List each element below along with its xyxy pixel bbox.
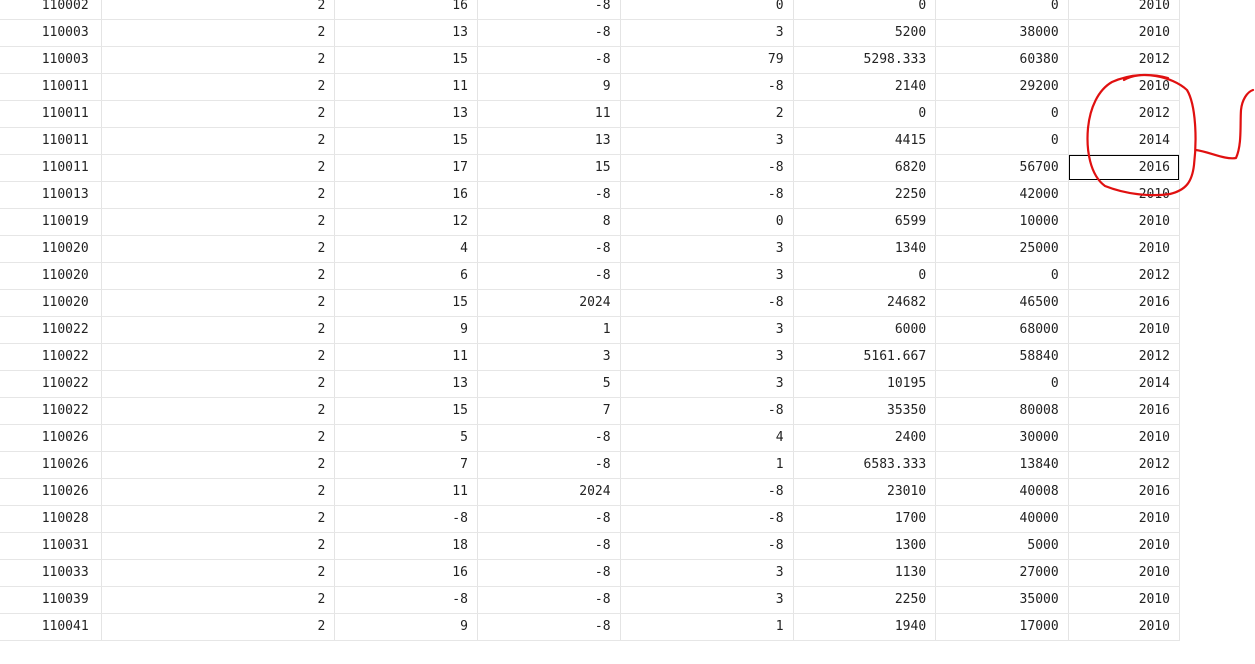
table-row (0, 262, 1180, 289)
table-cell[interactable]: 2010 (1068, 19, 1179, 46)
table-cell[interactable]: -8 (620, 532, 793, 559)
table-row (0, 0, 1180, 19)
table-cell[interactable]: 2 (101, 613, 335, 640)
table-row (0, 505, 1180, 532)
table-cell[interactable]: 3 (477, 343, 620, 370)
table-cell[interactable]: 13 (477, 127, 620, 154)
table-cell[interactable]: 2 (101, 0, 335, 19)
table-cell[interactable]: 15 (335, 46, 478, 73)
table-cell[interactable]: -8 (620, 505, 793, 532)
table-cell[interactable]: 5200 (793, 19, 936, 46)
table-row (0, 397, 1180, 424)
table-cell[interactable]: 2250 (793, 586, 936, 613)
table-cell[interactable]: -8 (477, 235, 620, 262)
table-cell[interactable]: 68000 (936, 316, 1069, 343)
table-cell[interactable]: 8 (477, 208, 620, 235)
table-cell[interactable]: 38000 (936, 19, 1069, 46)
table-cell[interactable]: -8 (477, 19, 620, 46)
table-cell[interactable]: 9 (335, 316, 478, 343)
table-cell[interactable]: 1700 (793, 505, 936, 532)
table-cell[interactable]: 2010 (1068, 424, 1179, 451)
table-cell[interactable]: 2 (101, 289, 335, 316)
table-cell[interactable]: 60380 (936, 46, 1069, 73)
table-cell[interactable]: 46500 (936, 289, 1069, 316)
table-cell[interactable]: 25000 (936, 235, 1069, 262)
table-cell[interactable]: 23010 (793, 478, 936, 505)
table-cell[interactable]: -8 (620, 289, 793, 316)
table-cell[interactable]: 16 (335, 181, 478, 208)
table-cell[interactable]: 2 (101, 19, 335, 46)
table-cell[interactable]: 2 (101, 559, 335, 586)
table-cell[interactable]: 2 (101, 316, 335, 343)
table-cell[interactable]: 13 (335, 100, 478, 127)
table-cell[interactable]: 2010 (1068, 73, 1179, 100)
table-cell[interactable]: 6000 (793, 316, 936, 343)
table-cell[interactable]: -8 (620, 478, 793, 505)
table-cell[interactable]: 35000 (936, 586, 1069, 613)
table-cell[interactable]: -8 (620, 154, 793, 181)
table-cell[interactable]: 5 (335, 424, 478, 451)
table-cell[interactable]: 10195 (793, 370, 936, 397)
table-cell[interactable]: -8 (477, 586, 620, 613)
table-cell[interactable]: 2 (101, 127, 335, 154)
table-cell[interactable]: 12 (335, 208, 478, 235)
table-cell[interactable]: 110026 (0, 478, 101, 505)
table-cell[interactable]: 58840 (936, 343, 1069, 370)
table-cell[interactable]: 110020 (0, 235, 101, 262)
table-cell[interactable]: 18 (335, 532, 478, 559)
table-cell[interactable]: 2012 (1068, 262, 1179, 289)
table-cell[interactable]: 6 (335, 262, 478, 289)
table-cell[interactable]: 3 (620, 316, 793, 343)
table-cell[interactable]: 0 (936, 100, 1069, 127)
table-cell[interactable]: 2400 (793, 424, 936, 451)
table-cell[interactable]: 13 (335, 19, 478, 46)
table-cell[interactable]: 0 (936, 127, 1069, 154)
table-cell[interactable]: 2 (101, 235, 335, 262)
table-cell[interactable]: 2010 (1068, 505, 1179, 532)
table-cell[interactable]: 15 (477, 154, 620, 181)
table-row (0, 586, 1180, 613)
table-cell[interactable]: 15 (335, 397, 478, 424)
table-cell[interactable]: -8 (477, 613, 620, 640)
table-cell[interactable]: 5000 (936, 532, 1069, 559)
table-cell[interactable]: 11 (335, 343, 478, 370)
table-cell[interactable]: 2010 (1068, 181, 1179, 208)
table-cell[interactable]: 2010 (1068, 532, 1179, 559)
table-row (0, 370, 1180, 397)
table-cell[interactable]: 2 (101, 586, 335, 613)
table-cell[interactable]: 16 (335, 559, 478, 586)
table-row (0, 100, 1180, 127)
table-cell[interactable]: 2 (101, 262, 335, 289)
table-cell[interactable]: 2250 (793, 181, 936, 208)
table-cell[interactable]: 11 (477, 100, 620, 127)
table-cell[interactable]: 110003 (0, 19, 101, 46)
table-cell[interactable]: 40000 (936, 505, 1069, 532)
table-cell[interactable]: 0 (620, 0, 793, 19)
table-cell[interactable]: 3 (620, 19, 793, 46)
table-cell[interactable]: 16 (335, 0, 478, 19)
table-cell[interactable]: -8 (620, 181, 793, 208)
table-cell[interactable]: 2 (101, 505, 335, 532)
table-cell[interactable]: 2010 (1068, 586, 1179, 613)
table-cell[interactable]: 3 (620, 235, 793, 262)
table-cell[interactable]: -8 (620, 73, 793, 100)
table-row (0, 613, 1180, 640)
table-cell[interactable]: 1 (477, 316, 620, 343)
table-cell[interactable]: -8 (335, 505, 478, 532)
table-cell[interactable]: 40008 (936, 478, 1069, 505)
table-cell[interactable]: 2016 (1068, 478, 1179, 505)
table-cell[interactable]: 110011 (0, 100, 101, 127)
table-cell[interactable]: 110022 (0, 316, 101, 343)
table-cell[interactable]: 2 (101, 100, 335, 127)
table-cell[interactable]: 2 (101, 343, 335, 370)
table-cell[interactable]: 29200 (936, 73, 1069, 100)
table-cell[interactable]: 2010 (1068, 316, 1179, 343)
table-cell[interactable]: -8 (477, 559, 620, 586)
table-cell[interactable]: 2 (101, 154, 335, 181)
table-cell[interactable]: 24682 (793, 289, 936, 316)
table-cell[interactable]: 2 (101, 46, 335, 73)
table-cell[interactable]: 2010 (1068, 613, 1179, 640)
table-cell[interactable]: 2010 (1068, 0, 1179, 19)
table-cell[interactable]: 2 (101, 424, 335, 451)
table-cell[interactable]: 5298.333 (793, 46, 936, 73)
table-cell[interactable]: 35350 (793, 397, 936, 424)
table-cell[interactable]: 110020 (0, 289, 101, 316)
table-cell[interactable]: 2 (101, 532, 335, 559)
table-cell[interactable]: 1340 (793, 235, 936, 262)
table-cell[interactable]: 110022 (0, 397, 101, 424)
table-cell[interactable]: 2 (101, 208, 335, 235)
table-cell[interactable]: -8 (620, 397, 793, 424)
table-row (0, 208, 1180, 235)
table-cell[interactable]: 110031 (0, 532, 101, 559)
table-row (0, 424, 1180, 451)
table-cell[interactable]: 1 (620, 613, 793, 640)
table-cell[interactable]: 110003 (0, 46, 101, 73)
table-row (0, 19, 1180, 46)
table-cell[interactable]: 110020 (0, 262, 101, 289)
table-row (0, 289, 1180, 316)
table-row (0, 451, 1180, 478)
table-cell[interactable]: 9 (477, 73, 620, 100)
table-cell[interactable]: 0 (936, 0, 1069, 19)
table-cell[interactable]: 3 (620, 127, 793, 154)
table-cell[interactable]: 110013 (0, 181, 101, 208)
table-cell[interactable]: 2024 (477, 478, 620, 505)
table-row (0, 154, 1180, 181)
table-cell[interactable]: -8 (477, 0, 620, 19)
table-cell[interactable]: 0 (793, 0, 936, 19)
table-cell[interactable]: -8 (477, 424, 620, 451)
table-cell[interactable]: 2012 (1068, 343, 1179, 370)
table-cell[interactable]: 79 (620, 46, 793, 73)
table-cell[interactable]: 3 (620, 559, 793, 586)
table-cell[interactable]: 2010 (1068, 235, 1179, 262)
table-cell[interactable]: 2012 (1068, 100, 1179, 127)
table-cell[interactable]: 6599 (793, 208, 936, 235)
table-cell[interactable]: 7 (477, 397, 620, 424)
table-cell[interactable]: 17000 (936, 613, 1069, 640)
table-cell[interactable]: 2140 (793, 73, 936, 100)
table-cell[interactable]: 1300 (793, 532, 936, 559)
table-cell[interactable]: 42000 (936, 181, 1069, 208)
table-cell[interactable]: 1 (620, 451, 793, 478)
table-cell[interactable]: 110041 (0, 613, 101, 640)
table-cell[interactable]: 2 (101, 73, 335, 100)
table-cell[interactable]: 27000 (936, 559, 1069, 586)
table-cell[interactable]: -8 (477, 505, 620, 532)
table-cell[interactable]: -8 (477, 451, 620, 478)
table-cell[interactable]: 3 (620, 370, 793, 397)
table-cell[interactable]: 2 (101, 478, 335, 505)
table-cell[interactable]: 2012 (1068, 46, 1179, 73)
table-cell[interactable]: 0 (936, 262, 1069, 289)
table-row (0, 127, 1180, 154)
table-row (0, 316, 1180, 343)
table-cell[interactable]: 13 (335, 370, 478, 397)
table-row (0, 235, 1180, 262)
table-cell[interactable]: 2016 (1068, 397, 1179, 424)
table-cell[interactable]: 2 (101, 451, 335, 478)
table-cell[interactable]: 10000 (936, 208, 1069, 235)
table-cell[interactable]: 2016 (1068, 289, 1179, 316)
table-cell[interactable]: 30000 (936, 424, 1069, 451)
table-cell[interactable]: 13840 (936, 451, 1069, 478)
table-cell[interactable]: 3 (620, 262, 793, 289)
table-row (0, 46, 1180, 73)
table-cell[interactable]: 2024 (477, 289, 620, 316)
table-cell[interactable]: 3 (620, 343, 793, 370)
selected-cell[interactable]: 2016 (1068, 154, 1179, 181)
table-cell[interactable]: -8 (477, 262, 620, 289)
table-cell[interactable]: 6820 (793, 154, 936, 181)
table-row (0, 478, 1180, 505)
table-cell[interactable]: -8 (477, 532, 620, 559)
table-cell[interactable]: 2 (101, 397, 335, 424)
table-cell[interactable]: 0 (793, 262, 936, 289)
table-cell[interactable]: 0 (620, 208, 793, 235)
table-row (0, 559, 1180, 586)
table-cell[interactable]: 110026 (0, 424, 101, 451)
table-cell[interactable]: 3 (620, 586, 793, 613)
table-cell[interactable]: 2014 (1068, 370, 1179, 397)
table-cell[interactable]: 2012 (1068, 451, 1179, 478)
table-cell[interactable]: 15 (335, 289, 478, 316)
table-cell[interactable]: 110026 (0, 451, 101, 478)
table-cell[interactable]: 110019 (0, 208, 101, 235)
table-cell[interactable]: 110022 (0, 370, 101, 397)
table-cell[interactable]: 0 (793, 100, 936, 127)
table-cell[interactable]: 0 (936, 370, 1069, 397)
table-cell[interactable]: 110039 (0, 586, 101, 613)
table-cell[interactable]: -8 (477, 181, 620, 208)
table-cell[interactable]: 2 (101, 181, 335, 208)
table-cell[interactable]: 80008 (936, 397, 1069, 424)
table-cell[interactable]: 4415 (793, 127, 936, 154)
table-cell[interactable]: 1940 (793, 613, 936, 640)
table-cell[interactable]: 11 (335, 73, 478, 100)
table-cell[interactable]: 110028 (0, 505, 101, 532)
table-cell[interactable]: 2 (620, 100, 793, 127)
table-cell[interactable]: 2010 (1068, 559, 1179, 586)
table-cell[interactable]: 110011 (0, 127, 101, 154)
table-cell[interactable]: 2014 (1068, 127, 1179, 154)
table-cell[interactable]: 5161.667 (793, 343, 936, 370)
table-cell[interactable]: -8 (477, 46, 620, 73)
table-row (0, 532, 1180, 559)
table-row (0, 73, 1180, 100)
table-row (0, 181, 1180, 208)
table-row (0, 343, 1180, 370)
table-cell[interactable]: 110033 (0, 559, 101, 586)
table-cell[interactable]: 4 (620, 424, 793, 451)
table-cell[interactable]: 4 (335, 235, 478, 262)
table-cell[interactable]: 2010 (1068, 208, 1179, 235)
table-cell[interactable]: 1130 (793, 559, 936, 586)
table-cell[interactable]: 17 (335, 154, 478, 181)
table-cell[interactable]: 9 (335, 613, 478, 640)
table-cell[interactable]: 11 (335, 478, 478, 505)
table-cell[interactable]: 56700 (936, 154, 1069, 181)
table-cell[interactable]: 15 (335, 127, 478, 154)
table-cell[interactable]: -8 (335, 586, 478, 613)
table-cell[interactable]: 7 (335, 451, 478, 478)
table-cell[interactable]: 5 (477, 370, 620, 397)
table-cell[interactable]: 6583.333 (793, 451, 936, 478)
table-cell[interactable]: 110022 (0, 343, 101, 370)
table-cell[interactable]: 110002 (0, 0, 101, 19)
table-cell[interactable]: 110011 (0, 154, 101, 181)
table-cell[interactable]: 110011 (0, 73, 101, 100)
red-arrow-stroke (1196, 90, 1253, 158)
table-cell[interactable]: 2 (101, 370, 335, 397)
